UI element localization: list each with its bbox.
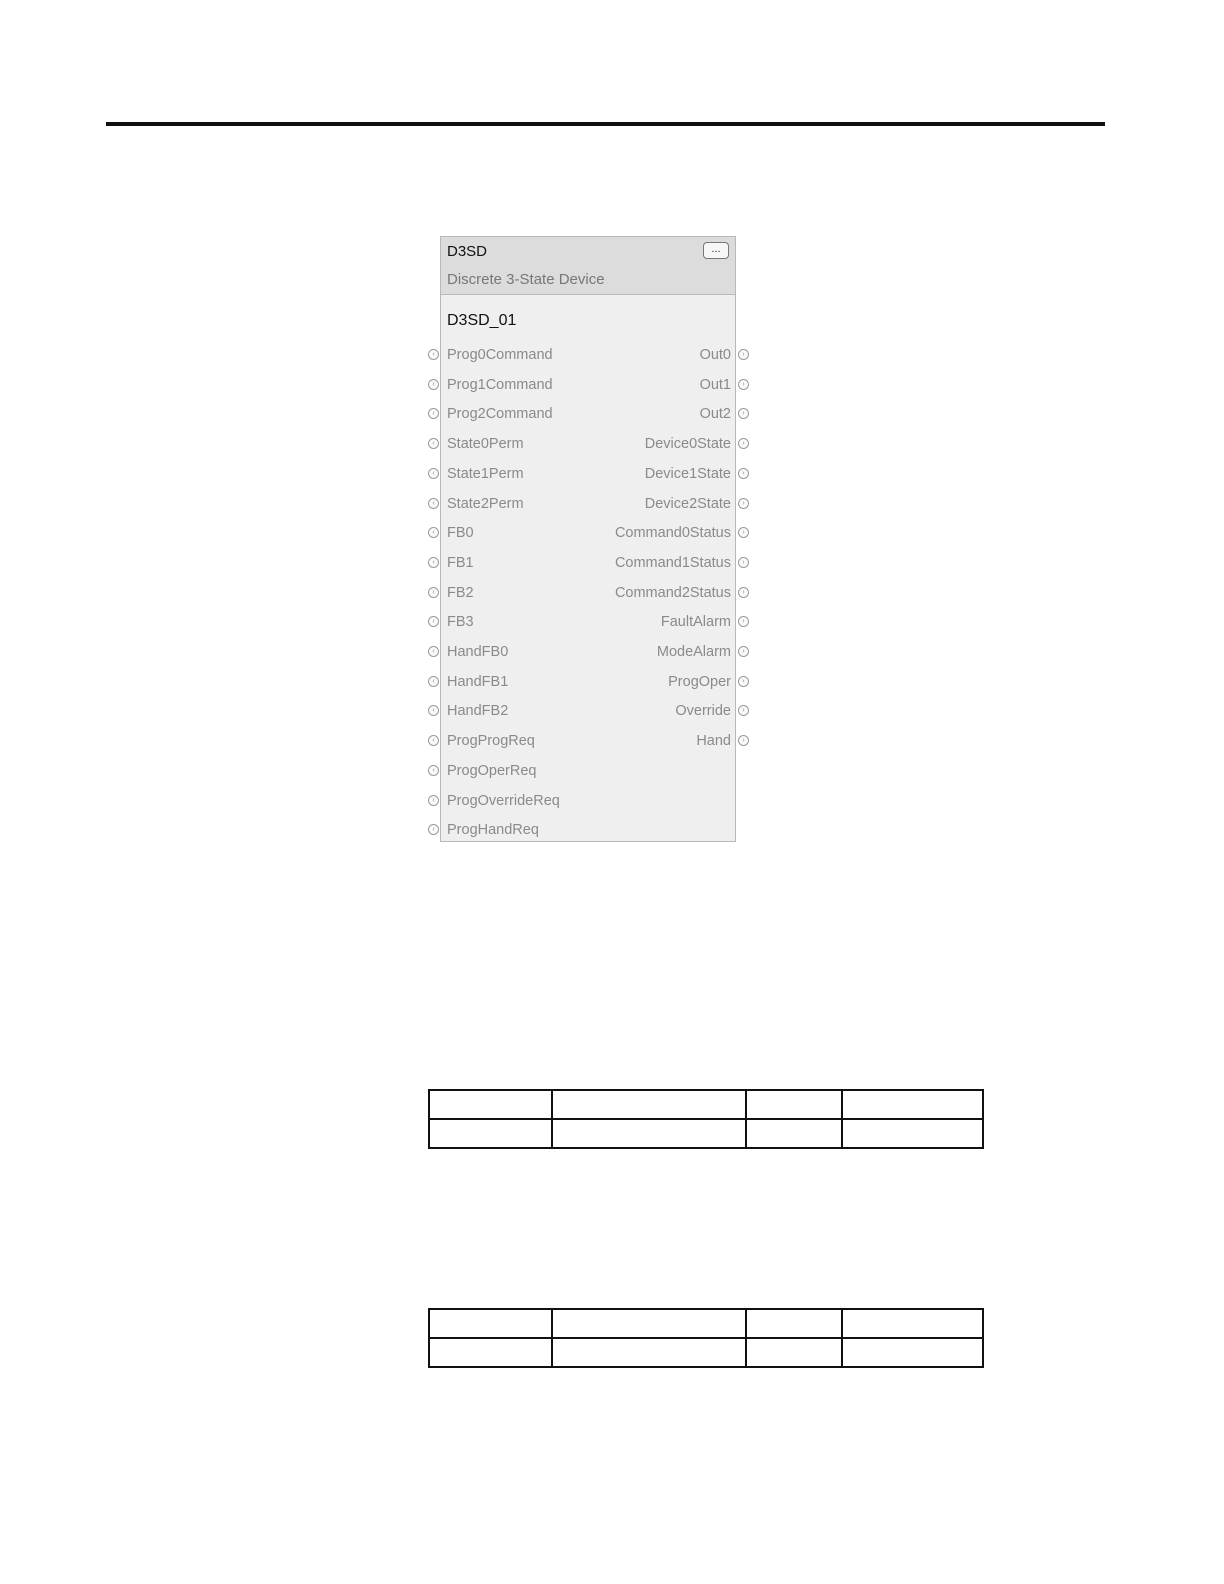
table-cell	[429, 1309, 552, 1338]
input-pin-connector-icon[interactable]: ‹	[428, 824, 439, 835]
table-cell	[842, 1309, 983, 1338]
output-pin-label: Command1Status	[614, 554, 731, 571]
table-row	[429, 1338, 983, 1367]
output-pin-connector-icon[interactable]: ›	[738, 557, 749, 568]
input-pin-connector-icon[interactable]: ‹	[428, 735, 439, 746]
output-pin-connector-icon[interactable]: ›	[738, 587, 749, 598]
output-pin-label: Device2State	[644, 495, 731, 512]
input-pin-connector-icon[interactable]: ‹	[428, 379, 439, 390]
table-cell	[842, 1119, 983, 1148]
table-cell	[429, 1090, 552, 1119]
table-2	[428, 1308, 984, 1368]
input-pin-connector-icon[interactable]: ‹	[428, 408, 439, 419]
input-pin-label: State1Perm	[447, 465, 524, 482]
input-pin-connector-icon[interactable]: ‹	[428, 616, 439, 627]
input-pin-connector-icon[interactable]: ‹	[428, 795, 439, 806]
input-pin-connector-icon[interactable]: ‹	[428, 438, 439, 449]
table-cell	[429, 1119, 552, 1148]
input-pin-connector-icon[interactable]: ‹	[428, 468, 439, 479]
output-pin-label: Command0Status	[614, 525, 731, 542]
output-pin-label: ModeAlarm	[656, 644, 731, 660]
input-pin-connector-icon[interactable]: ‹	[428, 527, 439, 538]
output-pin-connector-icon[interactable]: ›	[738, 616, 749, 627]
input-pin-connector-icon[interactable]: ‹	[428, 498, 439, 509]
output-pin-label: Device0State	[644, 436, 731, 453]
input-pin-label: Prog0Command	[447, 347, 553, 363]
output-pin-label: Out2	[699, 406, 731, 423]
output-pin-label: Out0	[699, 347, 731, 363]
input-pin-connector-icon[interactable]: ‹	[428, 587, 439, 598]
table-cell	[746, 1309, 842, 1338]
browse-button[interactable]: ...	[703, 242, 729, 259]
output-pin-connector-icon[interactable]: ›	[738, 735, 749, 746]
input-pin-label: ProgHandReq	[447, 822, 539, 839]
input-pin-label: FB1	[447, 554, 474, 571]
input-pin-connector-icon[interactable]: ‹	[428, 676, 439, 687]
block-instance-name: D3SD_01	[447, 312, 517, 329]
input-pin-label: ProgOverrideReq	[447, 792, 560, 809]
output-pin-connector-icon[interactable]: ›	[738, 646, 749, 657]
table-row	[429, 1119, 983, 1148]
table-row	[429, 1309, 983, 1338]
output-pin-label: Hand	[696, 733, 731, 750]
input-pin-label: Prog2Command	[447, 406, 553, 423]
input-pin-label: FB0	[447, 525, 474, 542]
output-pin-connector-icon[interactable]: ›	[738, 349, 749, 360]
table-cell	[552, 1309, 746, 1338]
output-pin-label: FaultAlarm	[660, 614, 731, 631]
input-pin-label: State2Perm	[447, 495, 524, 512]
output-pin-connector-icon[interactable]: ›	[738, 676, 749, 687]
table-cell	[842, 1338, 983, 1367]
output-pin-connector-icon[interactable]: ›	[738, 379, 749, 390]
input-pin-label: State0Perm	[447, 436, 524, 453]
output-pin-connector-icon[interactable]: ›	[738, 498, 749, 509]
input-pin-label: HandFB1	[447, 673, 509, 690]
input-pin-connector-icon[interactable]: ‹	[428, 646, 439, 657]
input-pin-label: FB3	[447, 614, 474, 631]
table-cell	[842, 1090, 983, 1119]
block-type: D3SD	[447, 243, 488, 260]
input-pin-label: Prog1Command	[447, 376, 553, 393]
output-pin-label: Command2Status	[614, 584, 731, 601]
input-pin-label: FB2	[447, 584, 474, 601]
table-cell	[746, 1338, 842, 1367]
top-rule	[106, 122, 1105, 126]
output-pin-connector-icon[interactable]: ›	[738, 438, 749, 449]
output-pin-label: ProgOper	[668, 673, 731, 690]
input-pin-label: HandFB2	[447, 703, 509, 720]
table-cell	[552, 1338, 746, 1367]
table-1	[428, 1089, 984, 1149]
block-description: Discrete 3-State Device	[447, 271, 605, 288]
output-pin-label: Out1	[699, 376, 731, 393]
output-pin-connector-icon[interactable]: ›	[738, 705, 749, 716]
output-pin-label: Device1State	[644, 465, 731, 482]
input-pin-connector-icon[interactable]: ‹	[428, 705, 439, 716]
table-cell	[746, 1119, 842, 1148]
input-pin-label: HandFB0	[447, 644, 509, 660]
input-pin-connector-icon[interactable]: ‹	[428, 557, 439, 568]
table-cell	[552, 1090, 746, 1119]
input-pin-connector-icon[interactable]: ‹	[428, 765, 439, 776]
input-pin-label: ProgOperReq	[447, 762, 537, 779]
input-pin-connector-icon[interactable]: ‹	[428, 349, 439, 360]
table-cell	[429, 1338, 552, 1367]
output-pin-connector-icon[interactable]: ›	[738, 468, 749, 479]
output-pin-connector-icon[interactable]: ›	[738, 527, 749, 538]
table-cell	[552, 1119, 746, 1148]
input-pin-label: ProgProgReq	[447, 733, 535, 750]
output-pin-label: Override	[675, 703, 731, 720]
output-pin-connector-icon[interactable]: ›	[738, 408, 749, 419]
function-block-header	[441, 237, 735, 295]
table-cell	[746, 1090, 842, 1119]
table-row	[429, 1090, 983, 1119]
